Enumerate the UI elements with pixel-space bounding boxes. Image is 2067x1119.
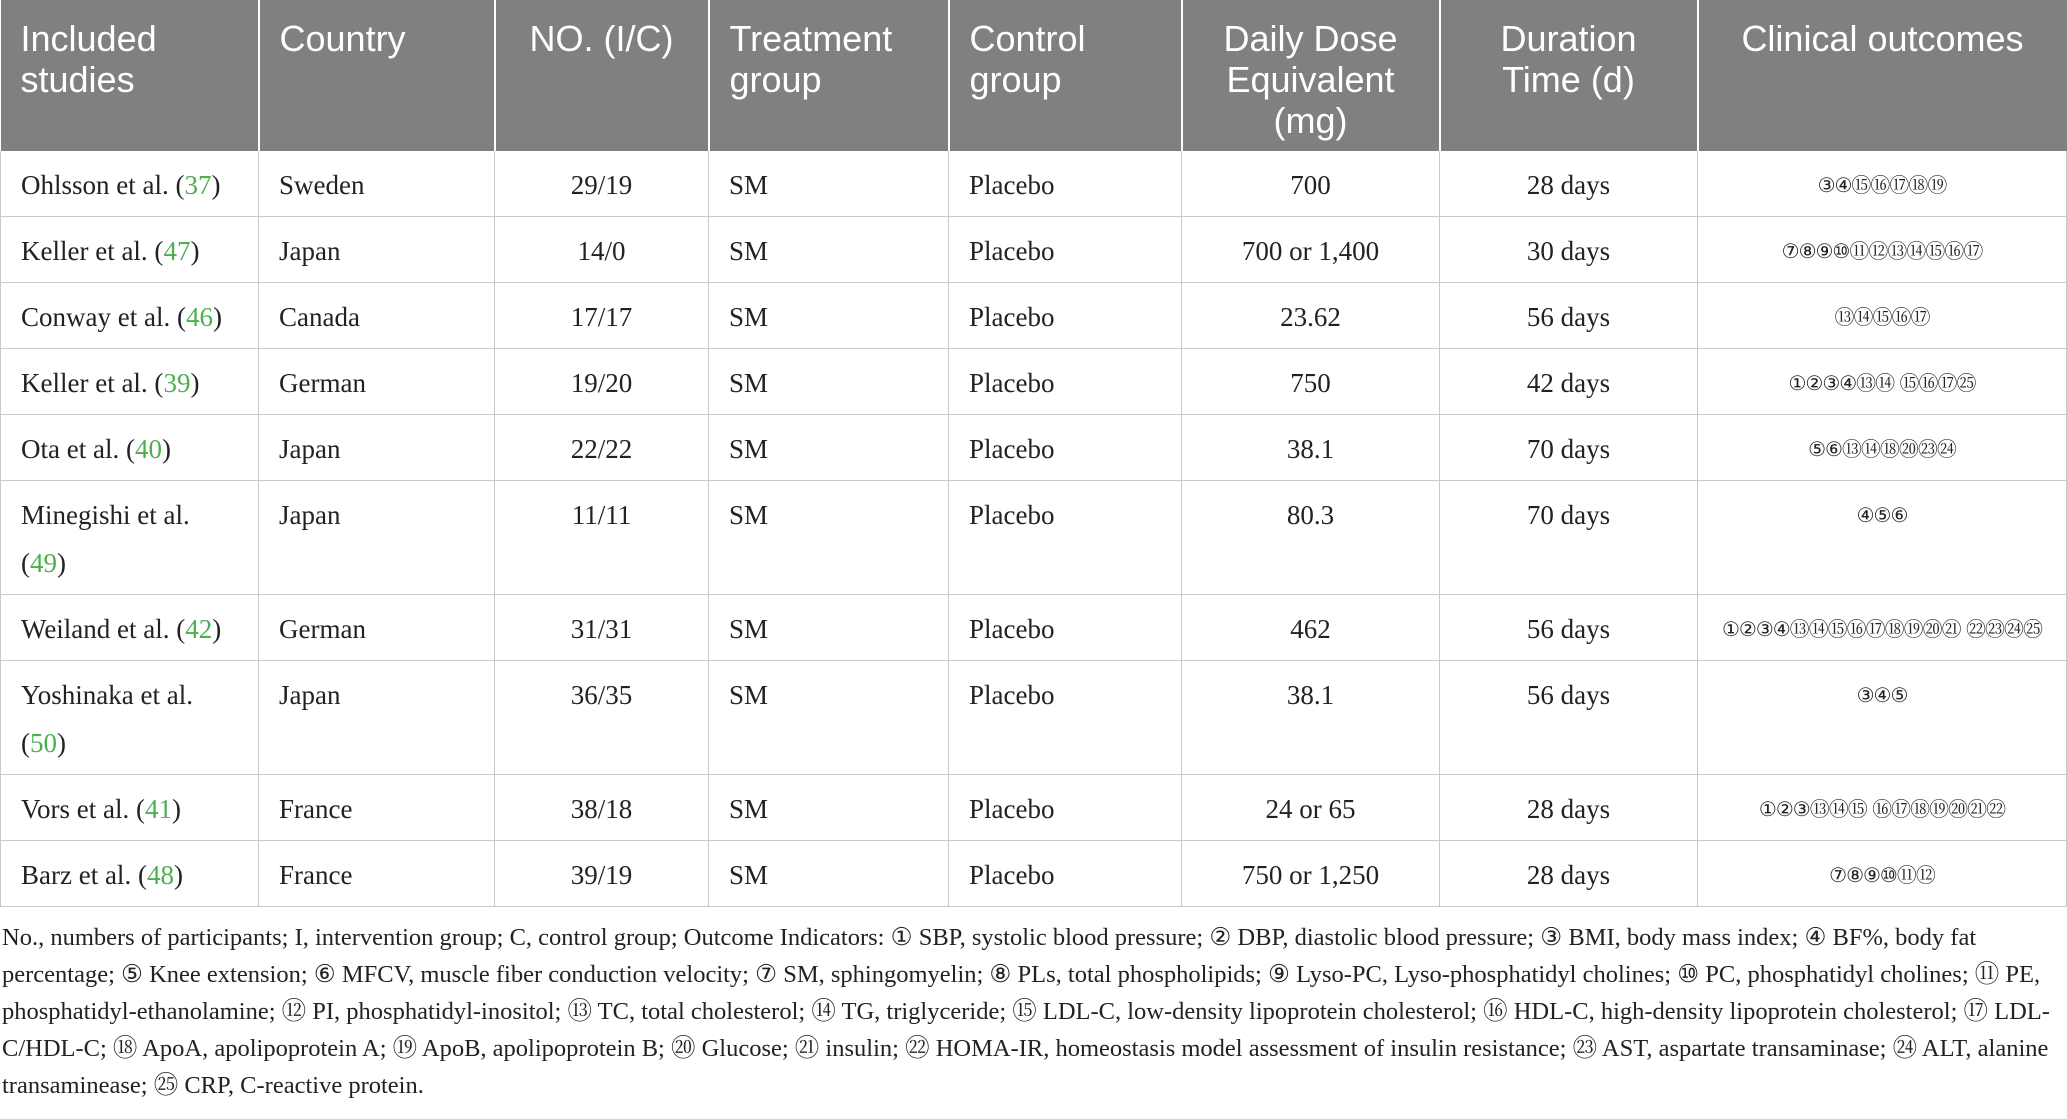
cell-treatment-group: SM [709,415,949,481]
cell-country: Japan [259,415,495,481]
cell-treatment-group: SM [709,283,949,349]
cell-daily-dose: 462 [1182,595,1440,661]
table-row [1,283,2067,349]
cell-treatment-group: SM [709,841,949,907]
cell-country: Canada [259,283,495,349]
cell-duration: 56 days [1440,283,1698,349]
cell-duration: 28 days [1440,775,1698,841]
cell-participants: 31/31 [495,595,709,661]
reference-link[interactable]: 39 [163,368,191,398]
reference-link[interactable]: 40 [134,434,162,464]
reference-close-paren: ) [190,236,200,266]
cell-country: Japan [259,217,495,283]
header-control-group: Control group [949,0,1182,151]
cell-participants: 39/19 [495,841,709,907]
reference-close-paren: ) [173,860,183,890]
table-row [1,481,2067,595]
cell-included-study [1,481,259,595]
header-no: NO. (I/C) [495,0,709,151]
cell-included-study [1,595,259,661]
cell-control-group: Placebo [949,415,1182,481]
cell-participants: 19/20 [495,349,709,415]
cell-country: Japan [259,481,495,595]
study-author: Keller et al. ( [21,368,164,398]
cell-participants: 11/11 [495,481,709,595]
reference-close-paren: ) [190,368,200,398]
cell-participants: 17/17 [495,283,709,349]
table-row [1,151,2067,217]
reference-close-paren: ) [161,434,171,464]
table-row [1,349,2067,415]
cell-participants: 14/0 [495,217,709,283]
cell-country: Japan [259,661,495,775]
study-author: Keller et al. ( [21,236,164,266]
cell-daily-dose: 750 [1182,349,1440,415]
cell-included-study [1,415,259,481]
reference-link[interactable]: 42 [185,614,213,644]
cell-clinical-outcomes: ①②③④⑬⑭⑮⑯⑰⑱⑲⑳㉑ ㉒㉓㉔㉕ [1698,595,2067,661]
cell-control-group: Placebo [949,349,1182,415]
cell-included-study [1,661,259,775]
cell-duration: 42 days [1440,349,1698,415]
reference-link[interactable]: 48 [146,860,174,890]
reference-close-paren: ) [212,614,222,644]
reference-close-paren: ) [171,794,181,824]
cell-duration: 28 days [1440,841,1698,907]
cell-treatment-group: SM [709,775,949,841]
reference-link[interactable]: 49 [30,548,57,578]
cell-control-group: Placebo [949,283,1182,349]
cell-control-group: Placebo [949,595,1182,661]
cell-clinical-outcomes: ⑦⑧⑨⑩⑪⑫⑬⑭⑮⑯⑰ [1698,217,2067,283]
table-row [1,415,2067,481]
header-country: Country [259,0,495,151]
cell-participants: 38/18 [495,775,709,841]
cell-control-group: Placebo [949,217,1182,283]
header-daily-dose: Daily Dose Equivalent (mg) [1182,0,1440,151]
cell-daily-dose: 38.1 [1182,661,1440,775]
cell-included-study [1,283,259,349]
study-author: Barz et al. ( [21,860,147,890]
cell-clinical-outcomes: ④⑤⑥ [1698,481,2067,595]
cell-participants: 36/35 [495,661,709,775]
table-body [1,151,2067,907]
cell-daily-dose: 700 or 1,400 [1182,217,1440,283]
cell-treatment-group: SM [709,481,949,595]
reference-close-paren: ) [57,728,66,758]
table-row [1,841,2067,907]
reference-link[interactable]: 41 [144,794,172,824]
study-author: Weiland et al. ( [21,614,186,644]
cell-daily-dose: 750 or 1,250 [1182,841,1440,907]
cell-clinical-outcomes: ①②③④⑬⑭ ⑮⑯⑰㉕ [1698,349,2067,415]
cell-country: Sweden [259,151,495,217]
cell-included-study [1,349,259,415]
cell-clinical-outcomes: ⑬⑭⑮⑯⑰ [1698,283,2067,349]
cell-daily-dose: 23.62 [1182,283,1440,349]
cell-country: France [259,841,495,907]
cell-duration: 70 days [1440,415,1698,481]
cell-included-study [1,841,259,907]
cell-country: German [259,349,495,415]
header-included-studies: Included studies [1,0,259,151]
reference-link[interactable]: 37 [184,170,212,200]
table-row [1,595,2067,661]
table-header-row [1,0,2067,151]
cell-daily-dose: 38.1 [1182,415,1440,481]
cell-included-study [1,217,259,283]
study-author: Ota et al. ( [21,434,135,464]
study-author: Minegishi et al. ( [21,500,190,578]
cell-daily-dose: 24 or 65 [1182,775,1440,841]
reference-close-paren: ) [211,170,221,200]
cell-country: German [259,595,495,661]
cell-clinical-outcomes: ③④⑤ [1698,661,2067,775]
study-author: Conway et al. ( [21,302,186,332]
cell-participants: 29/19 [495,151,709,217]
reference-link[interactable]: 47 [163,236,191,266]
study-author: Ohlsson et al. ( [21,170,185,200]
cell-treatment-group: SM [709,217,949,283]
cell-country: France [259,775,495,841]
header-duration: Duration Time (d) [1440,0,1698,151]
cell-daily-dose: 700 [1182,151,1440,217]
reference-close-paren: ) [212,302,222,332]
cell-included-study [1,151,259,217]
cell-duration: 56 days [1440,661,1698,775]
reference-close-paren: ) [57,548,66,578]
reference-link[interactable]: 50 [30,728,57,758]
cell-duration: 56 days [1440,595,1698,661]
cell-control-group: Placebo [949,481,1182,595]
cell-control-group: Placebo [949,841,1182,907]
cell-control-group: Placebo [949,151,1182,217]
cell-control-group: Placebo [949,661,1182,775]
cell-duration: 28 days [1440,151,1698,217]
cell-treatment-group: SM [709,661,949,775]
table-row [1,775,2067,841]
cell-treatment-group: SM [709,595,949,661]
table-footnote: No., numbers of participants; I, intervention group; C, control group; Outcome Indicators: ① SBP, systolic blood pressure; ② DBP, diastolic blood pressure; ③ BMI, body mass index; ④ BF%, body fat percentage; ⑤ Knee extension; ⑥ MFCV, muscle fiber conduction velocity; ⑦ SM, sphingomyelin; ⑧ PLs, total phospholipids; ⑨ Lyso-PC, Lyso-phosphatidyl cholines; ⑩ PC, phosphatidyl cholines; ⑪ PE, phosphatidyl-ethanolamine; ⑫ PI, phosphatidyl-inositol; ⑬ TC, total cholesterol; ⑭ TG, triglyceride; ⑮ LDL-C, low-density lipoprotein cholesterol; ⑯ HDL-C, high-density lipoprotein cholesterol; ⑰ LDL-C/HDL-C; ⑱ ApoA, apolipoprotein A; ⑲ ApoB, apolipoprotein B; ⑳ Glucose; ㉑ insulin; ㉒ HOMA-IR, homeostasis model assessment of insulin resistance; ㉓ AST, aspartate transaminase; ㉔ ALT, alanine transaminease; ㉕ CRP, C-reactive protein. [2,924,2050,1099]
study-author: Vors et al. ( [21,794,145,824]
header-treatment-group: Treatment group [709,0,949,151]
cell-treatment-group: SM [709,151,949,217]
reference-link[interactable]: 46 [185,302,213,332]
cell-clinical-outcomes: ③④⑮⑯⑰⑱⑲ [1698,151,2067,217]
cell-participants: 22/22 [495,415,709,481]
study-author: Yoshinaka et al. ( [21,680,193,758]
table-row [1,217,2067,283]
cell-duration: 70 days [1440,481,1698,595]
cell-clinical-outcomes: ①②③⑬⑭⑮ ⑯⑰⑱⑲⑳㉑㉒ [1698,775,2067,841]
cell-clinical-outcomes: ⑤⑥⑬⑭⑱⑳㉓㉔ [1698,415,2067,481]
cell-duration: 30 days [1440,217,1698,283]
cell-included-study [1,775,259,841]
cell-clinical-outcomes: ⑦⑧⑨⑩⑪⑫ [1698,841,2067,907]
header-clinical-outcomes: Clinical outcomes [1698,0,2067,151]
cell-daily-dose: 80.3 [1182,481,1440,595]
table-row [1,661,2067,775]
cell-control-group: Placebo [949,775,1182,841]
cell-treatment-group: SM [709,349,949,415]
